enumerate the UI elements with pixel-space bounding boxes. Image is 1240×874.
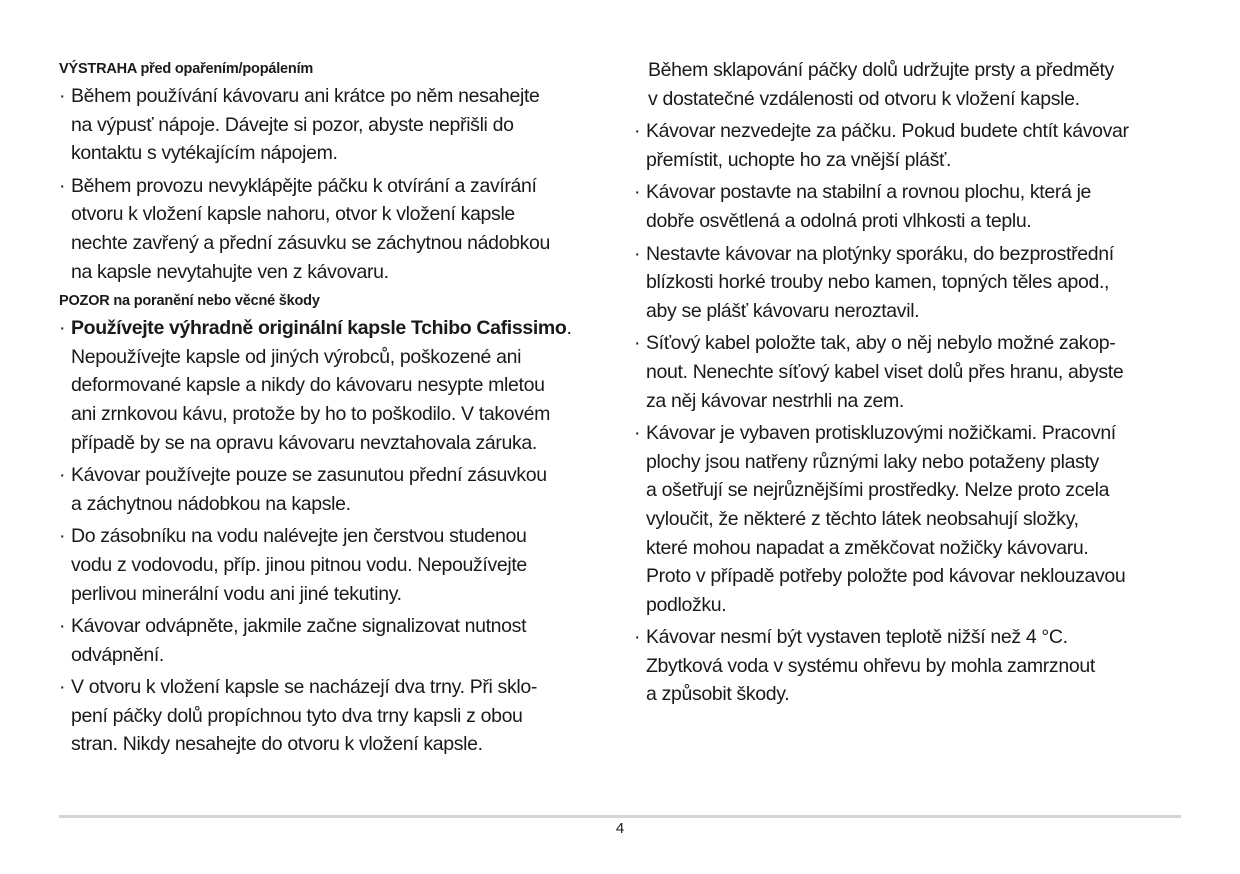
list-item: · Kávovar nezvedejte za páčku. Pokud budete chtít kávovar přemístit, uchopte ho za vnější plášť. [634,117,1194,174]
bullet: · [59,317,66,340]
bullet: · [634,332,641,355]
list-item: · Kávovar používejte pouze se zasunutou přední zásuvkou a záchytnou nádobkou na kapsle. [59,461,619,518]
bullet: · [634,242,641,265]
bullet: · [59,174,66,197]
footer-divider [59,815,1181,818]
right-column [634,56,1194,713]
left-column [59,56,619,763]
list-item: · Používejte výhradně originální kapsle Tchibo Cafissimo. Nepoužívejte kapsle od jiných výrobců, poškozené ani deformované kapsle a nikdy do kávovaru nesypte mletou ani zrnkovou kávu, protože by ho to poškodilo. V takovém případě by se na opravu kávovaru nevztahovala záruka. [59,314,619,457]
bullet: · [634,181,641,204]
list-item: · Kávovar nesmí být vystaven teplotě nižší než 4 °C. Zbytková voda v systému ohřevu by mohla zamrznout a způsobit škody. [634,623,1194,709]
bullet: · [59,615,66,638]
emphasis-text: Používejte výhradně originální kapsle Tchibo Cafissimo [71,317,567,340]
caution-heading-injury: POZOR na poranění nebo věcné škody [59,293,320,310]
caution-list-injury [59,314,619,759]
list-item: · Do zásobníku na vodu nalévejte jen čerstvou studenou vodu z vodovodu, příp. jinou pitnou vodu. Nepoužívejte perlivou minerální vodu ani jiné tekutiny. [59,522,619,608]
continued-paragraph: Během sklapování páčky dolů udržujte prsty a předměty v dostatečné vzdálenosti od otvoru k vložení kapsle. [648,59,1114,110]
bullet: · [59,464,66,487]
list-item: · V otvoru k vložení kapsle se nacházejí dva trny. Při sklo- pení páčky dolů propíchnou tyto dva trny kapsli z obou stran. Nikdy nesahejte do otvoru k vložení kapsle. [59,673,619,759]
page-number: 4 [615,820,625,837]
bullet: · [59,85,66,107]
list-item: · Kávovar odvápněte, jakmile začne signalizovat nutnost odvápnění. [59,612,619,669]
list-item: · Nestavte kávovar na plotýnky sporáku, do bezprostřední blízkosti horké trouby nebo kamen, topných těles apod., aby se plášť kávovaru neroztavil. [634,240,1194,326]
bullet: · [59,676,66,699]
warning-list-scald [59,82,619,286]
bullet: · [634,626,641,649]
bullet: · [59,525,66,548]
caution-list-continued [634,117,1194,709]
bullet: · [634,120,641,143]
warning-heading-scald: VÝSTRAHA před opařením/popálením [59,61,314,77]
list-item: · Kávovar je vybaven protiskluzovými nožičkami. Pracovní plochy jsou natřeny různými laky nebo potaženy plasty a ošetřují se nejrůznějšími prostředky. Nelze proto zcela vyloučit, že některé z těchto látek neobsahují složky, které mohou napadat a změkčovat nožičky kávovaru. Proto v případě potřeby položte pod kávovar neklouzavou podložku. [634,419,1194,619]
list-item: · Kávovar postavte na stabilní a rovnou plochu, která je dobře osvětlená a odolná proti vlhkosti a teplu. [634,178,1194,235]
list-item: · Během používání kávovaru ani krátce po něm nesahejte na výpusť nápoje. Dávejte si pozor, abyste nepřišli do kontaktu s vytékajícím nápojem. [59,82,619,168]
bullet: · [634,422,641,445]
list-item: · Síťový kabel položte tak, aby o něj nebylo možné zakop- nout. Nenechte síťový kabel viset dolů přes hranu, abyste za něj kávovar nestrhli na zem. [634,329,1194,415]
list-item: · Během provozu nevyklápějte páčku k otvírání a zavírání otvoru k vložení kapsle nahoru, otvor k vložení kapsle nechte zavřený a přední zásuvku se záchytnou nádobkou na kapsle nevytahujte ven z kávovaru. [59,172,619,286]
